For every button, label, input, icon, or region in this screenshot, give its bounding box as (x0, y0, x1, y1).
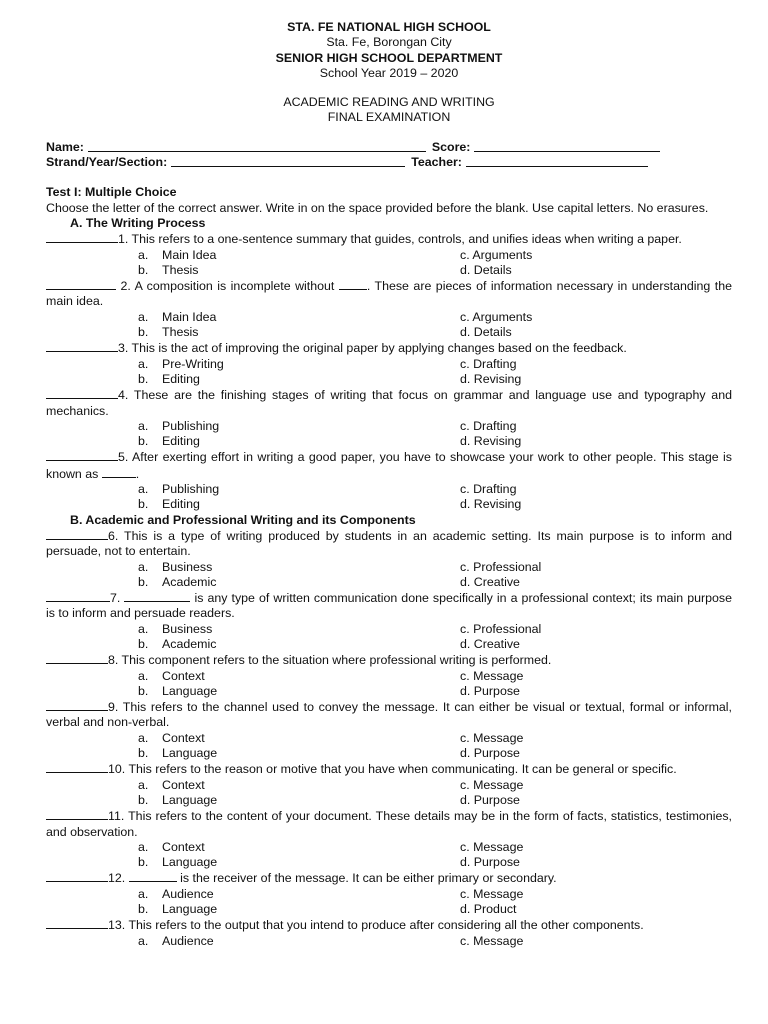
option-text: c. Message (460, 933, 524, 948)
options (46, 622, 732, 653)
option-text: c. Professional (460, 621, 542, 636)
answer-blank[interactable] (46, 652, 108, 664)
question-11 (46, 808, 732, 840)
test-title: Test I: Multiple Choice (46, 185, 177, 200)
option (138, 497, 460, 512)
document-header (46, 20, 732, 126)
option-text: Publishing (162, 482, 220, 497)
option (138, 622, 460, 637)
option (460, 902, 732, 917)
option (138, 887, 460, 902)
option-text: d. Creative (460, 636, 520, 651)
option (138, 575, 460, 590)
question-text-cont: is any type of written communication done specifically in a professional context; its main purpose is to inform and persuade readers. (46, 591, 733, 621)
option-letter: a. (138, 886, 149, 901)
option-letter: a. (138, 247, 149, 262)
option (138, 248, 460, 263)
option-letter: a. (138, 777, 149, 792)
option-letter: b. (138, 434, 149, 449)
option-text: c. Arguments (460, 309, 533, 324)
name-line[interactable] (88, 140, 426, 152)
option (460, 669, 732, 684)
question-9 (46, 699, 732, 731)
option-text: d. Purpose (460, 792, 520, 807)
option-text: Editing (162, 434, 200, 449)
section-b-questions (46, 528, 732, 949)
option-text: Context (162, 730, 205, 745)
option (460, 778, 732, 793)
option (138, 372, 460, 387)
option-text: c. Drafting (460, 418, 517, 433)
option (460, 731, 732, 746)
inline-blank (129, 870, 177, 882)
option (138, 669, 460, 684)
option (460, 887, 732, 902)
option (138, 840, 460, 855)
section-a-questions (46, 231, 732, 512)
option-text: Academic (162, 574, 217, 589)
question-2 (46, 278, 732, 310)
question-text: 12. (108, 871, 129, 886)
option (460, 482, 732, 497)
option-text: Context (162, 668, 205, 683)
option (460, 840, 732, 855)
option-text: Context (162, 777, 205, 792)
info-row-name (46, 140, 732, 155)
option-text: c. Drafting (460, 356, 517, 371)
option-text: d. Revising (460, 434, 522, 449)
inline-blank (102, 466, 136, 478)
option (460, 372, 732, 387)
question-3 (46, 340, 732, 356)
option-letter: b. (138, 325, 149, 340)
option (138, 793, 460, 808)
name-label: Name: (46, 139, 84, 154)
option (460, 357, 732, 372)
question-12 (46, 870, 732, 886)
option (460, 497, 732, 512)
option (460, 637, 732, 652)
option-text: Audience (162, 933, 214, 948)
department-name: SENIOR HIGH SCHOOL DEPARTMENT (275, 50, 503, 65)
answer-blank[interactable] (46, 231, 118, 243)
option-text: d. Revising (460, 497, 522, 512)
option-text: c. Arguments (460, 247, 533, 262)
option-text: Editing (162, 497, 200, 512)
options (46, 248, 732, 279)
option (460, 575, 732, 590)
option (460, 560, 732, 575)
section-title-a: A. The Writing Process (70, 215, 206, 230)
question-13 (46, 917, 732, 933)
answer-blank[interactable] (46, 528, 108, 540)
option-text: Publishing (162, 418, 220, 433)
question-8 (46, 652, 732, 668)
option-letter: b. (138, 792, 149, 807)
question-6 (46, 528, 732, 560)
option (138, 731, 460, 746)
answer-blank[interactable] (46, 870, 108, 882)
question-7 (46, 590, 732, 622)
inline-blank (339, 278, 367, 290)
option (138, 310, 460, 325)
question-text-cont: is the receiver of the message. It can be either primary or secondary. (176, 871, 557, 886)
answer-blank[interactable] (46, 699, 108, 711)
options (46, 731, 732, 762)
option-text: Language (162, 792, 218, 807)
option-text: d. Revising (460, 371, 522, 386)
question-text: 10. This refers to the reason or motive that you have when communicating. It can be general or specific. (108, 762, 677, 777)
option-letter: a. (138, 933, 149, 948)
question-text: 5. After exerting effort in writing a good paper, you have to showcase your work to other people. This stage is known as (46, 450, 732, 481)
answer-blank[interactable] (46, 387, 118, 399)
answer-blank[interactable] (46, 278, 116, 290)
answer-blank[interactable] (46, 808, 108, 820)
question-text: 3. This is the act of improving the original paper by applying changes based on the feedback. (118, 341, 627, 356)
option (460, 622, 732, 637)
option-letter: a. (138, 839, 149, 854)
option-letter: b. (138, 262, 149, 277)
option (138, 325, 460, 340)
option (138, 560, 460, 575)
option-letter: b. (138, 497, 149, 512)
options (46, 934, 732, 949)
option-text: c. Professional (460, 559, 542, 574)
question-text: 8. This component refers to the situation where professional writing is performed. (108, 653, 552, 668)
option-text: Language (162, 683, 218, 698)
answer-blank[interactable] (46, 917, 108, 929)
student-info (46, 140, 732, 171)
option (460, 263, 732, 278)
option (460, 325, 732, 340)
option-text: Academic (162, 636, 217, 651)
option-letter: a. (138, 559, 149, 574)
option-text: Language (162, 746, 218, 761)
options (46, 669, 732, 700)
score-line[interactable] (474, 140, 660, 152)
test-instructions: Choose the letter of the correct answer. Write in on the space provided before the blank. Use capital letters. No erasures. (46, 200, 709, 215)
option-text: Thesis (162, 325, 199, 340)
option-text: Main Idea (162, 309, 217, 324)
option (460, 434, 732, 449)
option-text: Pre-Writing (162, 356, 224, 371)
option-text: d. Purpose (460, 683, 520, 698)
option-text: Language (162, 855, 218, 870)
question-5 (46, 449, 732, 482)
option-text: c. Message (460, 777, 524, 792)
question-1 (46, 231, 732, 247)
question-4 (46, 387, 732, 419)
option (460, 855, 732, 870)
option-text: d. Details (460, 262, 512, 277)
option-text: d. Creative (460, 574, 520, 589)
option-letter: b. (138, 574, 149, 589)
options (46, 840, 732, 871)
option (138, 934, 460, 949)
option-letter: b. (138, 746, 149, 761)
strand-label: Strand/Year/Section: (46, 155, 168, 170)
subject-title: ACADEMIC READING AND WRITING (283, 95, 495, 110)
option (138, 419, 460, 434)
options (46, 560, 732, 591)
option-text: Main Idea (162, 247, 217, 262)
option-text: Business (162, 621, 213, 636)
section-title-b: B. Academic and Professional Writing and its Components (70, 512, 416, 527)
option-letter: b. (138, 371, 149, 386)
options (46, 357, 732, 388)
question-text: 4. These are the finishing stages of writing that focus on grammar and language use and typography and mechanics. (46, 388, 732, 418)
options (46, 887, 732, 918)
option (138, 855, 460, 870)
info-row-strand (46, 155, 732, 170)
option-text: d. Details (460, 325, 512, 340)
option-letter: a. (138, 418, 149, 433)
option-text: Language (162, 902, 218, 917)
option (460, 746, 732, 761)
option-letter: b. (138, 902, 149, 917)
option-letter: a. (138, 668, 149, 683)
school-name: STA. FE NATIONAL HIGH SCHOOL (287, 20, 491, 34)
option-text: c. Message (460, 839, 524, 854)
question-text: 7. (110, 591, 125, 606)
options (46, 778, 732, 809)
option-letter: a. (138, 356, 149, 371)
option (138, 684, 460, 699)
question-text: 9. This refers to the channel used to convey the message. It can either be visual or textual, formal or informal, verbal and non-verbal. (46, 700, 732, 730)
option-letter: b. (138, 683, 149, 698)
question-text: 2. A composition is incomplete without (116, 279, 339, 294)
answer-blank[interactable] (46, 761, 108, 773)
question-text: 1. This refers to a one-sentence summary that guides, controls, and unifies ideas when writing a paper. (118, 232, 682, 247)
inline-blank (124, 590, 190, 602)
option (138, 902, 460, 917)
option-letter: b. (138, 636, 149, 651)
option-text: c. Drafting (460, 482, 517, 497)
option-text: Business (162, 559, 213, 574)
answer-blank[interactable] (46, 449, 118, 461)
option (138, 357, 460, 372)
option (460, 419, 732, 434)
option-text: c. Message (460, 886, 524, 901)
option (138, 778, 460, 793)
option (460, 934, 732, 949)
option-letter: a. (138, 730, 149, 745)
option-text: d. Product (460, 902, 517, 917)
options (46, 419, 732, 450)
option (460, 793, 732, 808)
options (46, 482, 732, 513)
option-letter: b. (138, 855, 149, 870)
option-text: Editing (162, 371, 200, 386)
option (138, 482, 460, 497)
option-text: c. Message (460, 668, 524, 683)
option (460, 310, 732, 325)
question-text: 6. This is a type of writing produced by students in an academic setting. Its main purpose is to inform and persuade, not to entertain. (46, 528, 732, 559)
option-text: d. Purpose (460, 746, 520, 761)
option (460, 684, 732, 699)
school-location: Sta. Fe, Borongan City (326, 35, 452, 50)
question-text: 13. This refers to the output that you intend to produce after considering all the other components. (108, 918, 644, 933)
teacher-line[interactable] (466, 155, 648, 167)
strand-line[interactable] (171, 155, 405, 167)
option (138, 746, 460, 761)
question-text-cont: . (135, 466, 140, 481)
option (138, 434, 460, 449)
option-letter: a. (138, 621, 149, 636)
question-text-cont: . These are pieces of information necessary in understanding the main idea. (46, 279, 732, 309)
options (46, 310, 732, 341)
option-text: Audience (162, 886, 214, 901)
question-text: 11. This refers to the content of your document. These details may be in the form of facts, statistics, testimonies, and observation. (46, 809, 732, 839)
option-letter: a. (138, 482, 149, 497)
answer-blank[interactable] (46, 590, 110, 602)
school-year: School Year 2019 – 2020 (319, 65, 459, 80)
teacher-label: Teacher: (411, 155, 462, 170)
option-text: d. Purpose (460, 855, 520, 870)
exam-title: FINAL EXAMINATION (327, 110, 451, 125)
option (460, 248, 732, 263)
option (138, 637, 460, 652)
answer-blank[interactable] (46, 340, 118, 352)
option-letter: a. (138, 309, 149, 324)
score-label: Score: (431, 139, 471, 154)
option-text: c. Message (460, 730, 524, 745)
option (138, 263, 460, 278)
option-text: Context (162, 839, 205, 854)
question-10 (46, 761, 732, 777)
option-text: Thesis (162, 262, 199, 277)
